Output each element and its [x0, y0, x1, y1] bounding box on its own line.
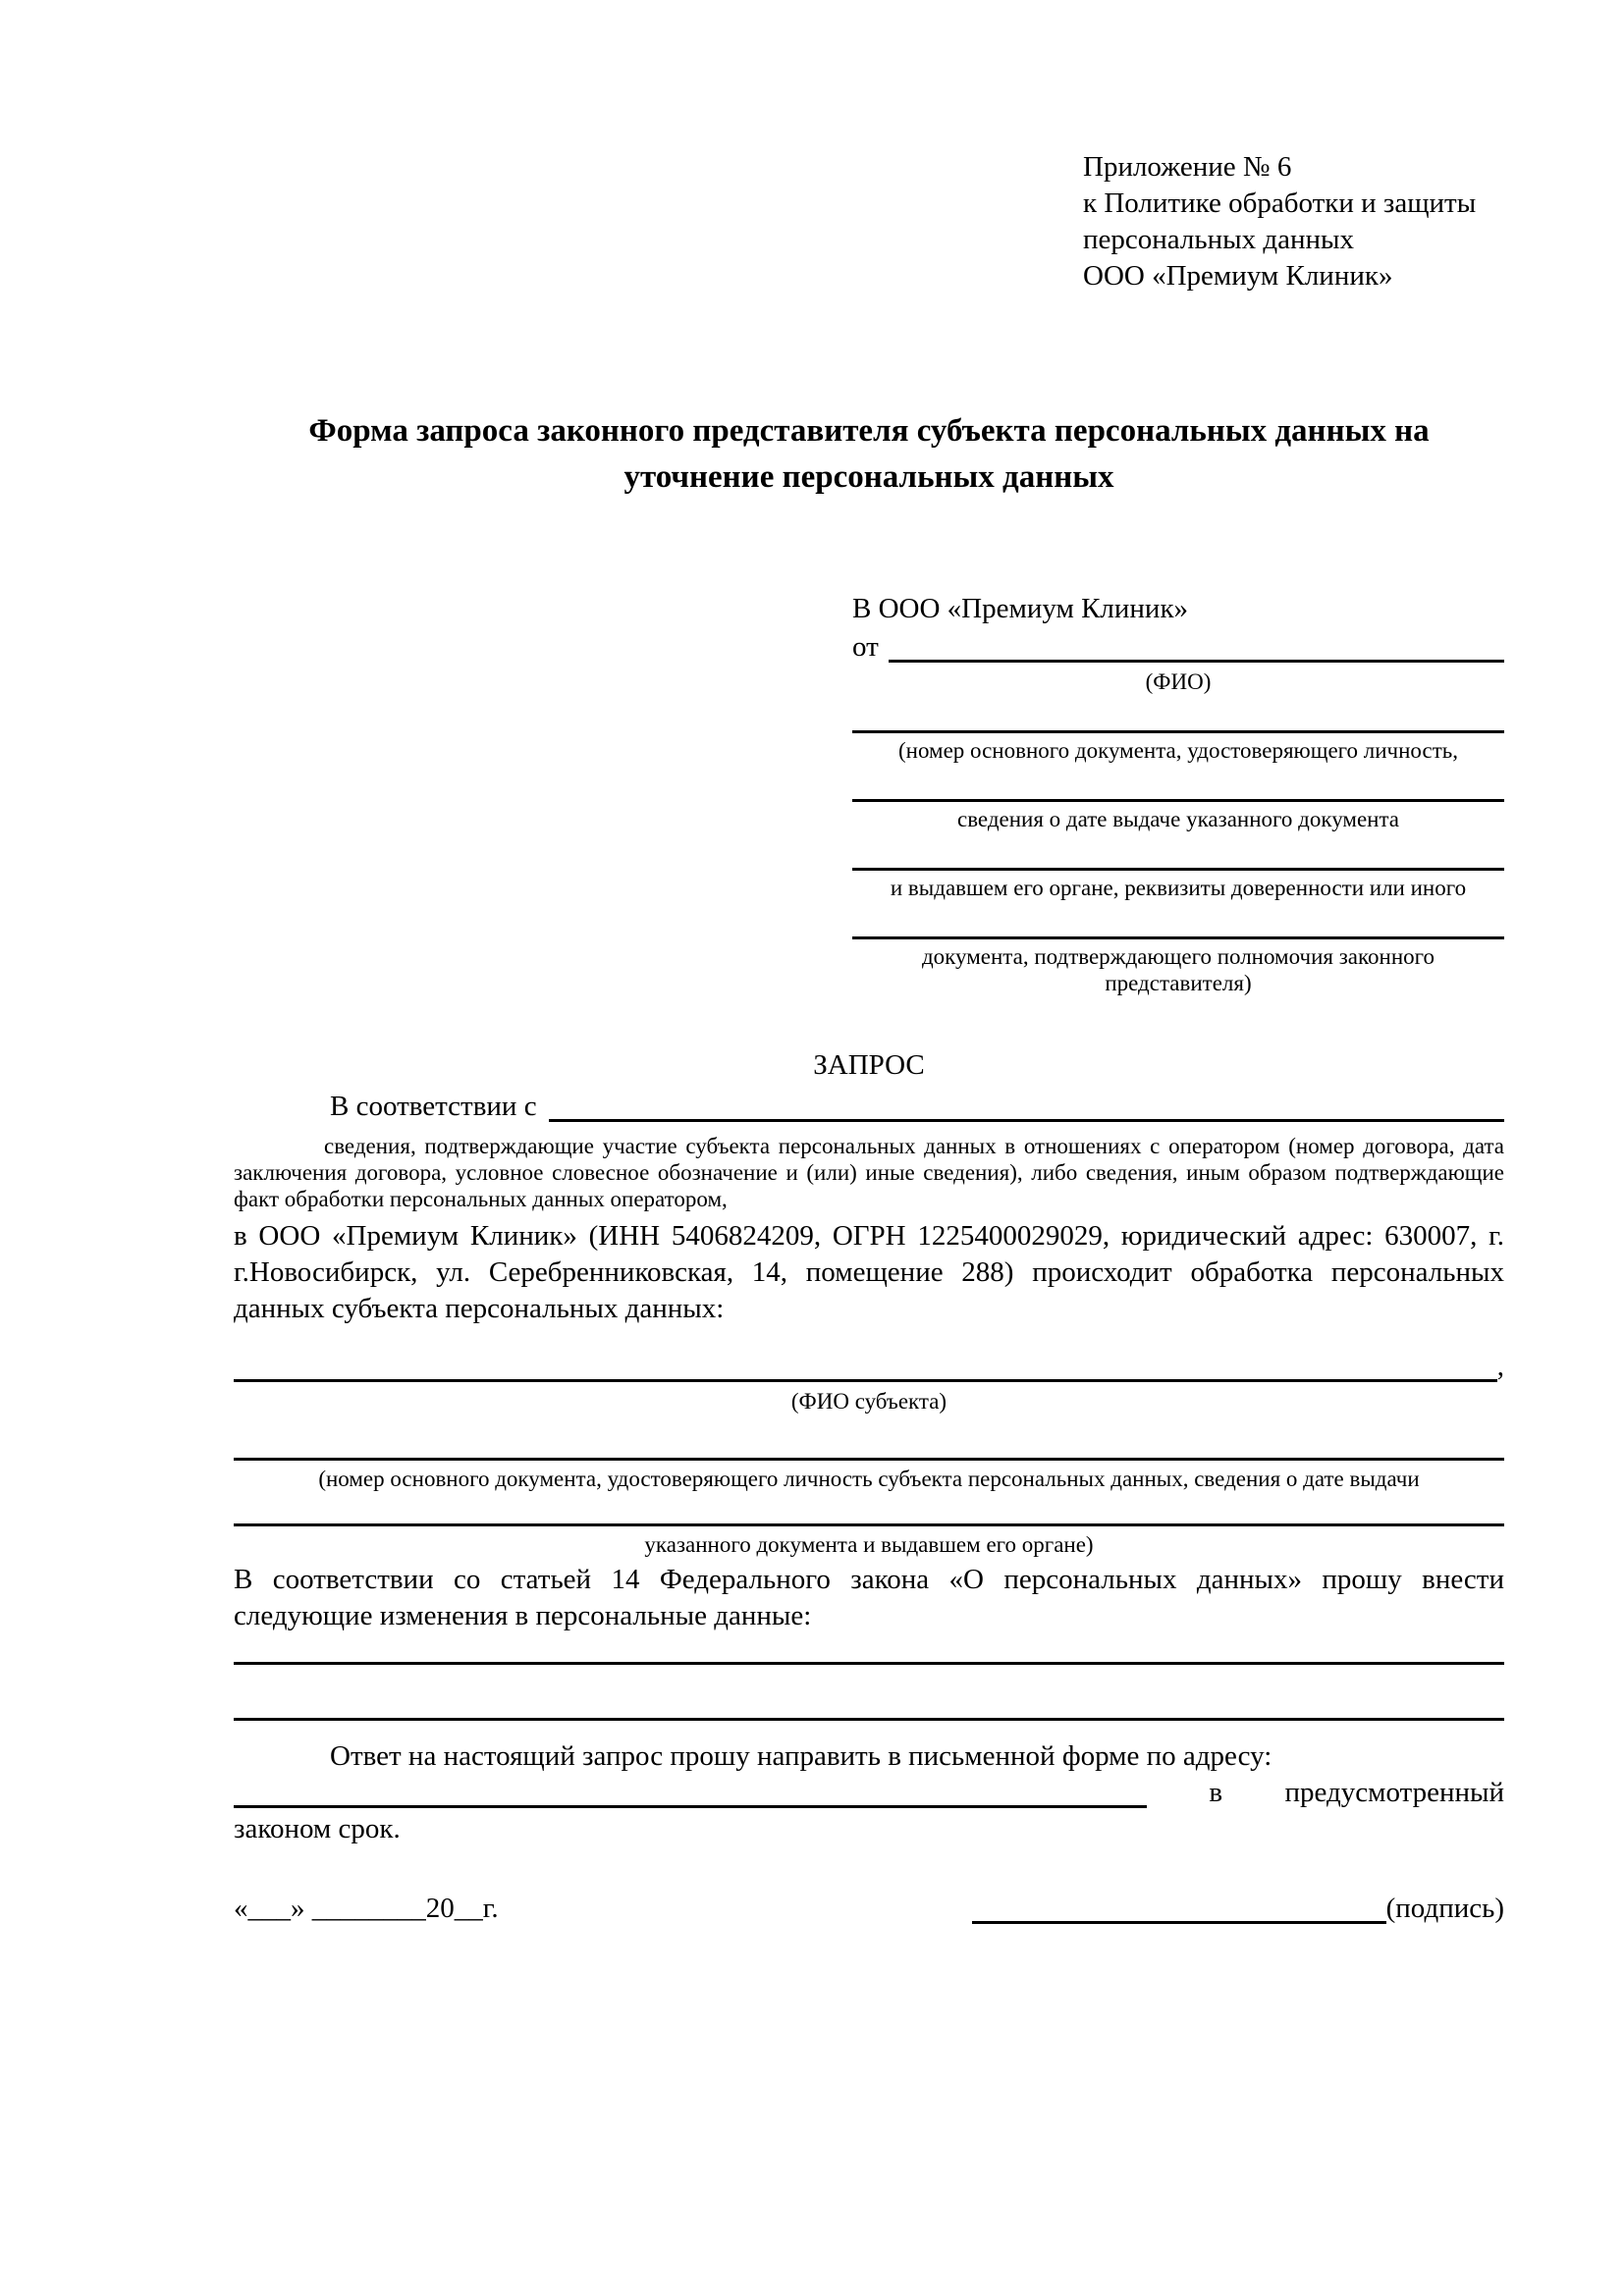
appendix-line: к Политике обработки и защиты [1083, 187, 1477, 219]
subject-fio-blank-line [234, 1379, 1497, 1382]
subject-fio-caption: (ФИО субъекта) [790, 1389, 947, 1414]
reply-end: законом срок. [234, 1813, 401, 1844]
fio-caption: (ФИО) [1145, 669, 1212, 694]
blank-line-caption: документа, подтверждающего полномочия законного представителя) [921, 944, 1435, 995]
amendment-blank-line [234, 1662, 1504, 1665]
subject-issuer-caption: указанного документа и выдавшем его органе) [644, 1532, 1094, 1557]
signature-caption: (подпись) [1385, 1893, 1504, 1924]
appendix-line: Приложение № 6 [1083, 151, 1292, 183]
amendment-blank-line [234, 1718, 1504, 1721]
blank-line [852, 730, 1504, 733]
date-signature-row [234, 1891, 1504, 1927]
appendix-line: персональных данных [1083, 224, 1355, 255]
document-content [234, 149, 1504, 1927]
signature-blank-line [972, 1921, 1386, 1924]
trailing-comma: , [1496, 1351, 1504, 1382]
addressee-block [852, 591, 1504, 996]
basis-blank-line [549, 1119, 1504, 1122]
subject-issuer-blank-line [234, 1523, 1504, 1526]
request-heading: ЗАПРОС [813, 1049, 925, 1081]
addressee-to: В ООО «Премиум Клиник» [852, 593, 1189, 624]
blank-line-caption: сведения о дате выдаче указанного документа [956, 807, 1400, 831]
issue-date-group [852, 799, 1504, 832]
fio-blank-line [889, 660, 1504, 663]
address-blank-line [234, 1805, 1147, 1808]
blank-line [852, 936, 1504, 939]
from-label: от [852, 631, 879, 663]
amendment-paragraph: В соответствии со статьей 14 Федерального закона «О персональных данных» прошу внести следующие изменения в персональные данные: [234, 1564, 1504, 1631]
blank-line [852, 799, 1504, 802]
signature-group [972, 1891, 1504, 1927]
request-intro-label: В соответствии с [330, 1091, 537, 1122]
operator-paragraph: в ООО «Премиум Клиник» (ИНН 5406824209, ОГРН 1225400029029, юридический адрес: 630007, г. г.Новосибирск, ул. Серебренниковская, 14, помещение 288) происходит обработка персональных данных субъекта персональных данных: [234, 1220, 1504, 1324]
subject-fio-row [234, 1349, 1504, 1385]
date-blank: «___» ________20__г. [234, 1893, 499, 1924]
subject-document-caption: (номер основного документа, удостоверяющего личность субъекта персональных данных, сведения о дате выдачи [318, 1467, 1420, 1491]
reply-paragraph: Ответ на настоящий запрос прошу направить в письменной форме по адресу: [330, 1740, 1272, 1772]
authority-document-group [852, 936, 1504, 996]
appendix-header [1083, 149, 1504, 294]
blank-line-caption: (номер основного документа, удостоверяющего личность, [897, 738, 1458, 763]
appendix-line: ООО «Премиум Клиник» [1083, 260, 1393, 292]
reply-word: предусмотренный [1284, 1777, 1504, 1808]
issuing-authority-group [852, 868, 1504, 901]
document-number-group [852, 730, 1504, 764]
basis-note: сведения, подтверждающие участие субъекта персональных данных в отношениях с оператором (номер договора, дата заключения договора, условное словесное обозначение и (или) иные сведения), либо сведения, иным образом подтверждающие факт обработки персональных данных оператором, [234, 1134, 1504, 1211]
subject-document-blank-line [234, 1458, 1504, 1461]
blank-line-caption: и выдавшем его органе, реквизиты доверенности или иного [890, 876, 1467, 900]
addressee-from-row [852, 629, 1504, 666]
reply-word: в [1209, 1777, 1223, 1808]
document-title: Форма запроса законного представителя субъекта персональных данных на уточнение персональных данных [308, 413, 1430, 495]
reply-address-row [234, 1775, 1504, 1811]
request-intro-row [234, 1089, 1504, 1125]
blank-line [852, 868, 1504, 871]
